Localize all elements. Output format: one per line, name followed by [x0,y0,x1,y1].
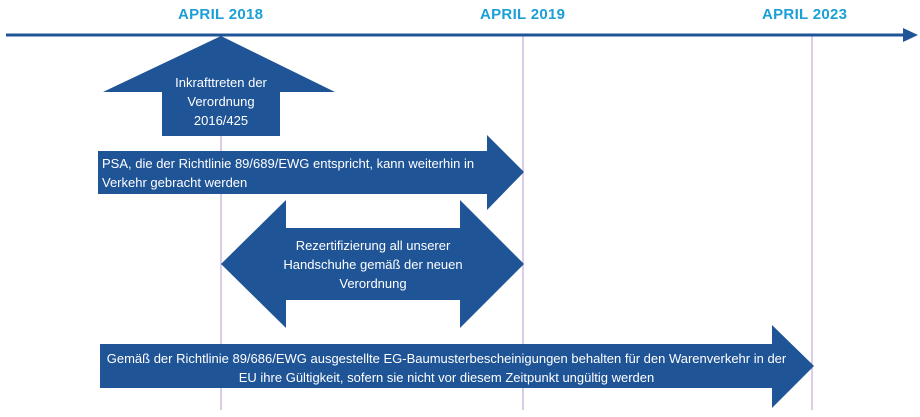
date-label-april-2019: APRIL 2019 [480,6,566,23]
ec-certificates-label: Gemäß der Richtlinie 89/686/EWG ausgestellte EG-Baumusterbescheinigungen behalten für den Warenverkehr in der EU ihre Gültigkeit, sofern sie nicht vor diesem Zeitpunkt ungültig werden [106,351,787,385]
entry-into-force-label: Inkrafttreten der Verordnung 2016/425 [175,75,267,128]
date-label-april-2023: APRIL 2023 [762,6,848,23]
date-label-april-2018: APRIL 2018 [178,6,264,23]
recertification-label: Rezertifizierung all unserer Handschuhe gemäß der neuen Verordnung [283,238,463,291]
ppe-directive-label: PSA, die der Richtlinie 89/689/EWG entspricht, kann weiterhin in Verkehr gebracht werden [102,156,475,190]
time-axis-arrowhead [903,28,918,42]
